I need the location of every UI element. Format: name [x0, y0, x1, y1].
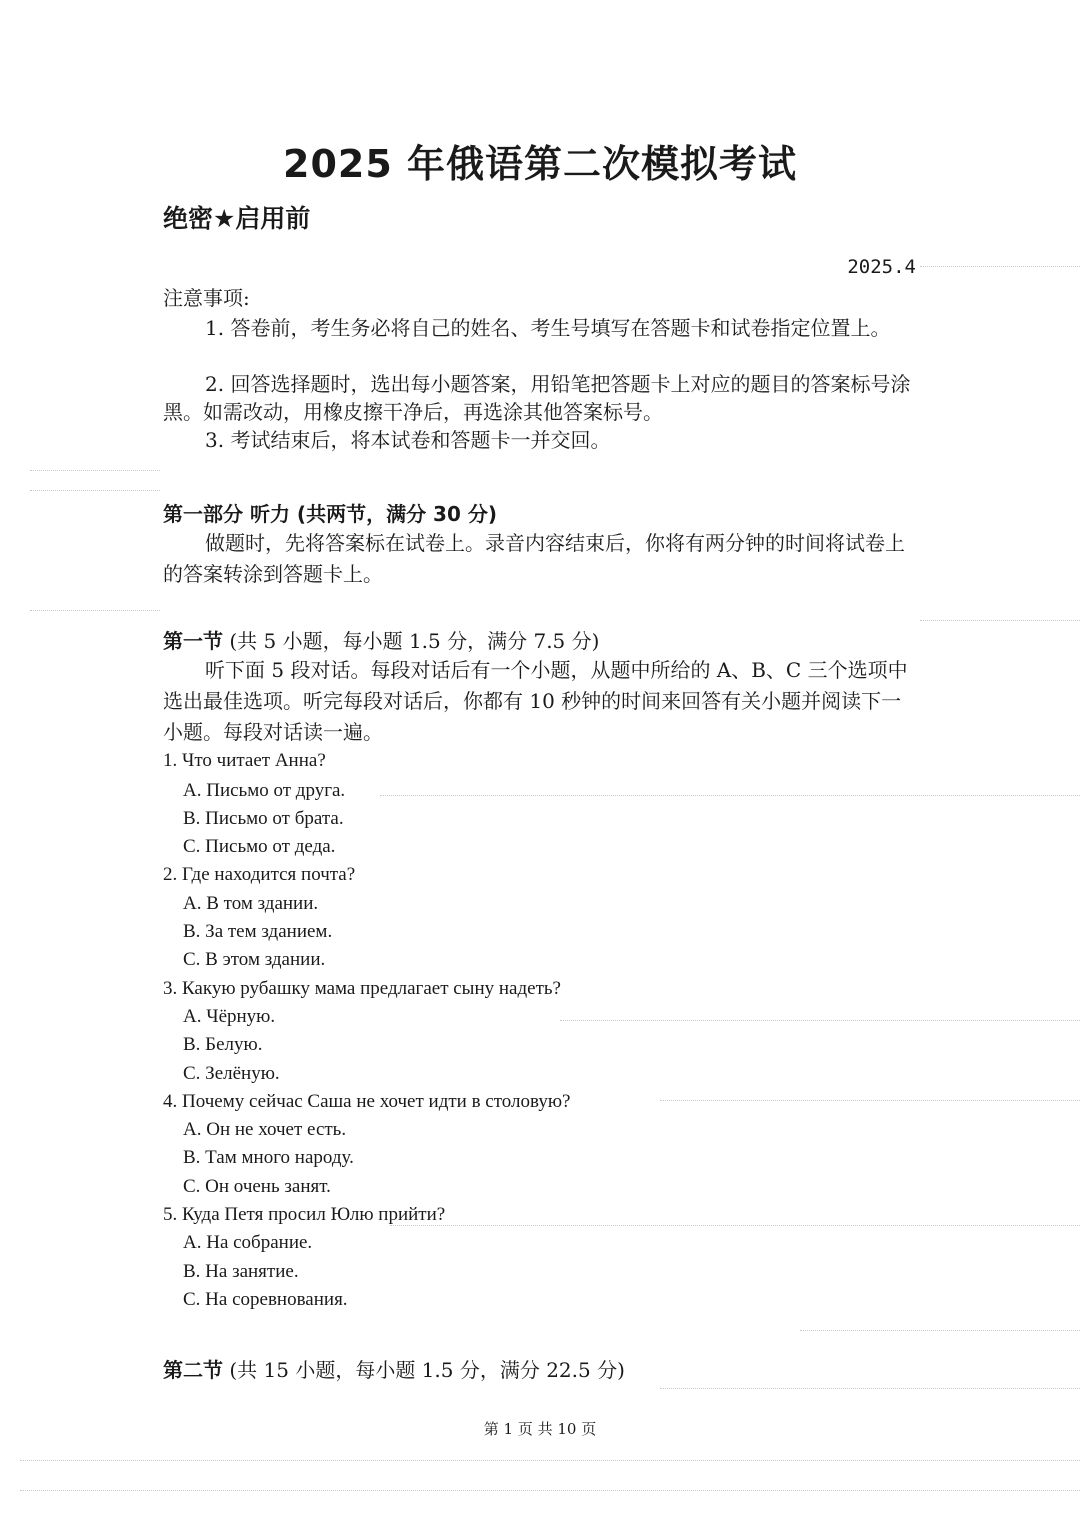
question-text: Почему сейчас Саша не хочет идти в столовую? [182, 1091, 571, 1112]
scan-artifact [660, 1388, 1080, 1389]
notes-heading: 注意事项: [163, 286, 250, 310]
answer-option: B. Письмо от брата. [183, 808, 344, 829]
section2-heading-detail: (共 15 小题，每小题 1.5 分，满分 22.5 分) [223, 1358, 625, 1382]
scan-artifact [660, 1100, 1080, 1101]
note-item: 3. 考试结束后，将本试卷和答题卡一并交回。 [205, 428, 611, 452]
scan-artifact [920, 266, 1080, 267]
answer-option: B. Белую. [183, 1034, 263, 1055]
part1-instructions: 做题时，先将答案标在试卷上。录音内容结束后，你将有两分钟的时间将试卷上的答案转涂到答题卡上。 [163, 531, 905, 586]
question [163, 1091, 570, 1113]
answer-option: A. Чёрную. [183, 1006, 276, 1027]
scan-artifact [30, 470, 160, 471]
question-number: 2. [163, 864, 178, 885]
answer-option: B. За тем зданием. [183, 921, 333, 942]
exam-date: 2025.4 [847, 256, 916, 278]
question-text: Какую рубашку мама предлагает сыну надеть? [182, 978, 561, 999]
scan-artifact [920, 620, 1080, 621]
scan-artifact [20, 1490, 1080, 1491]
answer-option: A. На собрание. [183, 1232, 313, 1253]
question [163, 1204, 445, 1226]
answer-option: B. На занятие. [183, 1261, 299, 1282]
section1-heading-detail: (共 5 小题，每小题 1.5 分，满分 7.5 分) [223, 629, 600, 653]
note-item: 2. 回答选择题时，选出每小题答案，用铅笔把答题卡上对应的题目的答案标号涂黑。如需改动，用橡皮擦干净后，再选涂其他答案标号。 [163, 372, 911, 424]
note-item: 1. 答卷前，考生务必将自己的姓名、考生号填写在答题卡和试卷指定位置上。 [205, 316, 891, 340]
section1-heading-label: 第一节 [163, 629, 223, 653]
answer-option: A. Он не хочет есть. [183, 1119, 347, 1140]
part1-heading: 第一部分 听力 (共两节，满分 30 分) [163, 502, 497, 526]
scan-artifact [560, 1020, 1080, 1021]
question-number: 3. [163, 978, 178, 999]
scan-artifact [800, 1330, 1080, 1331]
question-text: Где находится почта? [182, 864, 356, 885]
question-number: 5. [163, 1204, 178, 1225]
answer-option: A. Письмо от друга. [183, 780, 346, 801]
question [163, 864, 355, 886]
question [163, 978, 561, 1000]
answer-option: C. Зелёную. [183, 1063, 280, 1084]
scan-artifact [30, 490, 160, 491]
section2-heading-label: 第二节 [163, 1358, 223, 1382]
question-text: Куда Петя просил Юлю прийти? [182, 1204, 446, 1225]
question [163, 750, 326, 772]
section1-heading [163, 625, 599, 654]
question-text: Что читает Анна? [182, 750, 326, 771]
scan-artifact [20, 1460, 1080, 1461]
exam-title: 2025 年俄语第二次模拟考试 [283, 142, 797, 186]
page-footer: 第 1 页 共 10 页 [483, 1420, 597, 1438]
answer-option: B. Там много народу. [183, 1147, 354, 1168]
confidential-label: 绝密★启用前 [163, 204, 311, 233]
question-number: 4. [163, 1091, 178, 1112]
section1-instructions: 听下面 5 段对话。每段对话后有一个小题，从题中所给的 A、B、C 三个选项中选出最佳选项。听完每段对话后，你都有 10 秒钟的时间来回答有关小题并阅读下一小题。每段对话读一遍。 [163, 658, 908, 744]
answer-option: C. Он очень занят. [183, 1176, 331, 1197]
answer-option: C. В этом здании. [183, 949, 326, 970]
answer-option: C. На соревнования. [183, 1289, 348, 1310]
scan-artifact [30, 610, 160, 611]
question-number: 1. [163, 750, 178, 771]
answer-option: C. Письмо от деда. [183, 836, 336, 857]
section2-heading [163, 1354, 625, 1383]
scan-artifact [390, 1225, 1080, 1226]
answer-option: A. В том здании. [183, 893, 319, 914]
scan-artifact [380, 795, 1080, 796]
